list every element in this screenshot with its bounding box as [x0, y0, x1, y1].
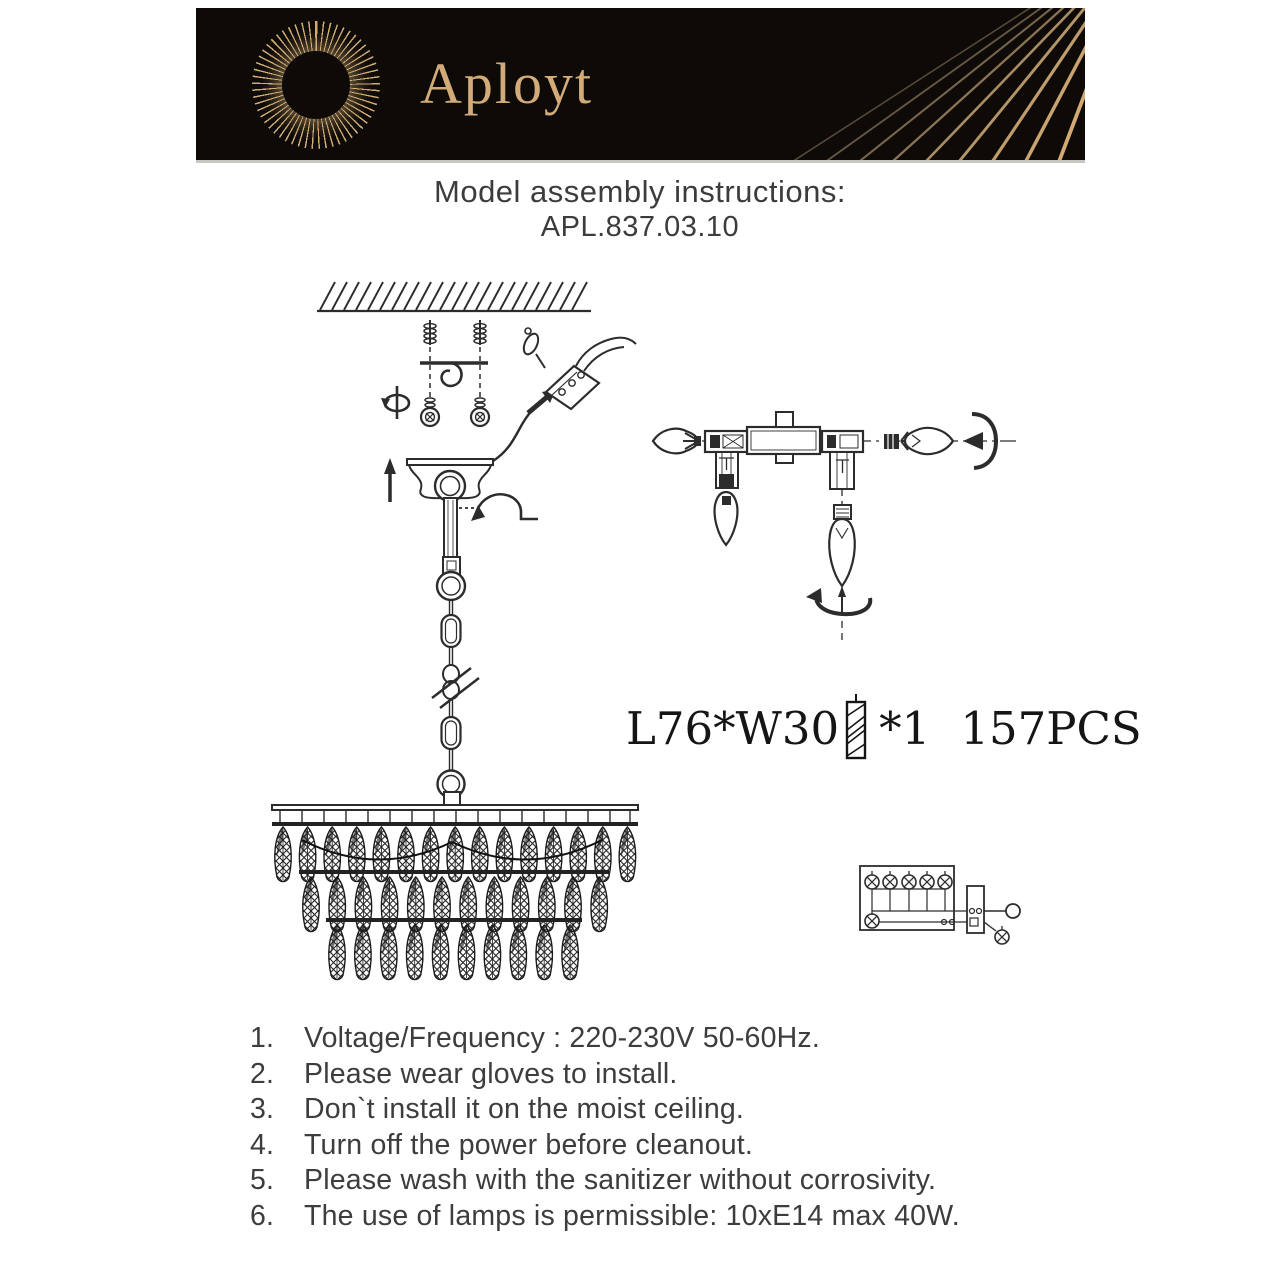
- crystal-pendant-icon: [843, 694, 869, 762]
- crystal-tier-3: [329, 925, 579, 980]
- page-title: Model assembly instructions:: [434, 174, 846, 209]
- item-number: 2.: [250, 1057, 275, 1090]
- crystal-tier-2: [303, 877, 608, 932]
- arm-bulb-assembly-icon: [652, 412, 1016, 641]
- spec-dimensions: L76*W30: [626, 701, 840, 755]
- item-text: Voltage/Frequency : 220-230V 50-60Hz.: [304, 1022, 820, 1054]
- list-item: [250, 1163, 1080, 1199]
- wire-terminal-icon: [493, 328, 636, 461]
- wiring-diagram-icon: [860, 866, 1020, 944]
- list-item: [250, 1057, 1080, 1093]
- chain-icon: [432, 557, 479, 806]
- brand-name: Aployt: [420, 51, 594, 116]
- ceiling-hatch-icon: [317, 282, 591, 311]
- rotate-symbol-icon: [381, 386, 409, 419]
- canopy-icon: [384, 458, 538, 558]
- item-number: 4.: [250, 1128, 275, 1161]
- list-item: [250, 1128, 1080, 1164]
- instruction-list: [250, 1021, 1080, 1235]
- list-item: [250, 1092, 1080, 1128]
- item-text: Turn off the power before cleanout.: [304, 1128, 754, 1161]
- item-number: 6.: [250, 1199, 275, 1232]
- spec-line: [626, 694, 1142, 762]
- item-text: Please wash with the sanitizer without corrosivity.: [304, 1164, 937, 1197]
- spec-pieces: 157PCS: [960, 701, 1142, 755]
- list-item: [250, 1021, 1080, 1057]
- item-number: 3.: [250, 1093, 275, 1126]
- chandelier-icon: [272, 792, 638, 980]
- anchor-screws-icon: [421, 320, 489, 426]
- item-text: Please wear gloves to install.: [304, 1057, 678, 1090]
- list-item: [250, 1199, 1080, 1235]
- item-text: The use of lamps is permissible: 10xE14 max 40W.: [304, 1199, 960, 1232]
- spec-quantity: *1: [879, 701, 931, 755]
- model-number: APL.837.03.10: [540, 211, 740, 243]
- item-text: Don`t install it on the moist ceiling.: [304, 1093, 745, 1126]
- item-number: 1.: [250, 1022, 275, 1054]
- item-number: 5.: [250, 1164, 275, 1197]
